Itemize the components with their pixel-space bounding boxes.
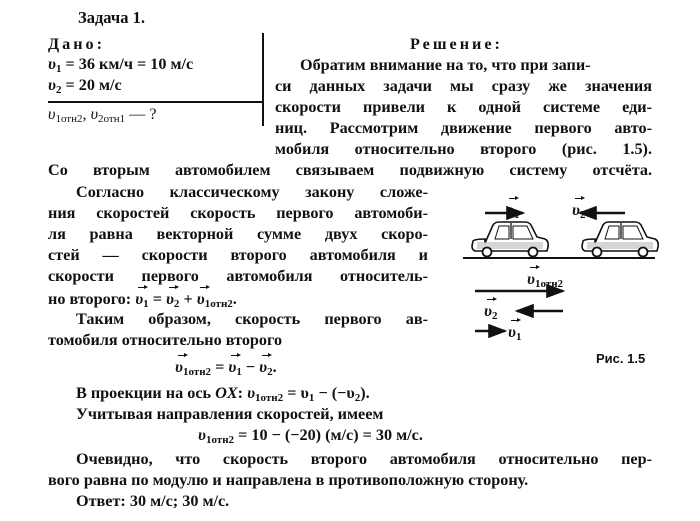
numeric-equation: $\upsilon_{1отн2} = 10 - (-20) (м/с) = 30$ м/с. (198, 426, 423, 446)
p2-line-2: ния скоростей скорость первого автомоби- (48, 204, 428, 222)
vector-v1: υ (135, 290, 144, 308)
figure-label-v1-lower: $\upsilon_1$ (508, 323, 522, 343)
considering-line: Учитывая направления скоростей, имеем (76, 405, 384, 423)
p2-line-1: Согласно классическому закону сложе- (76, 183, 428, 201)
var-v2: υ (48, 76, 56, 94)
problem-title: Задача 1. (78, 8, 145, 27)
var-v1: υ (48, 55, 56, 73)
figure-label-v2-lower: $\upsilon_2$ (484, 302, 498, 322)
p3-line-1: Таким образом, скорость первого ав- (76, 310, 428, 328)
car-1-icon (472, 222, 548, 257)
conclusion-line-1: Очевидно, что скорость второго автомобиля относительно пер- (76, 450, 652, 468)
conclusion-line-2: вого равна по модулю и направлена в противоположную сторону. (48, 471, 529, 489)
car-2-icon (582, 222, 658, 257)
given-divider (48, 101, 263, 103)
answer-label: Ответ: (76, 492, 126, 510)
solution-heading: Решение: (410, 35, 503, 53)
p1-line-4: ниц. Рассмотрим движение первого авто- (275, 119, 652, 137)
given-solution-divider (262, 33, 264, 126)
p1-line-3: скорости привели к одной системе еди- (275, 98, 652, 116)
p1-line-5: мобиля относительно второго (рис. 1.5). (275, 140, 652, 158)
given-heading: Дано: (48, 35, 106, 53)
p3-line-2: томобиля относительно второго (48, 331, 283, 349)
p2-line-4: стей — скорости второго автомобиля и (48, 246, 428, 264)
find-line: $\upsilon_{1отн2}$, $\upsilon_{2отн1}$ — ? (48, 105, 157, 125)
p1-line-6: Со вторым автомобилем связываем подвижную систему отсчёта. (48, 161, 652, 179)
figure-label-v1-top: $\upsilon_1$ (506, 201, 520, 221)
vector-v1rel2: υ (196, 290, 205, 308)
figure-caption: Рис. 1.5 (596, 351, 646, 366)
p2-line-5: скорости первого автомобиля относитель- (48, 267, 428, 285)
vector-difference-equation: $\upsilon_{1отн2} = \upsilon_1 - \upsilon_2$. (175, 358, 277, 378)
projection-line: В проекции на ось OX: $\upsilon_{1отн2} = \upsilon_1 - (-\upsilon_2)$. (76, 384, 370, 404)
figure-label-v2-top: $\upsilon_2$ (572, 201, 586, 221)
p2-line-6: но второго: $\upsilon_1 = \upsilon_2 + \upsilon_{1отн2}$. (48, 290, 237, 310)
figure-label-v1rel2: $\upsilon_{1отн2}$ (527, 270, 564, 290)
p2-line-3: ля равна векторной сумме двух скоро- (48, 225, 428, 243)
p1-line-2: си данных задачи мы сразу же значения (275, 77, 652, 95)
answer-line (76, 491, 229, 512)
given-line-v1: $\upsilon_1 = 36$ км/ч = 10 м/с (48, 55, 194, 75)
answer-value: 30 м/с; 30 м/с. (125, 492, 230, 510)
p1-line-1: Обратим внимание на то, что при запи- (300, 56, 591, 74)
vector-v2: υ (165, 290, 174, 308)
given-line-v2: $\upsilon_2 = 20$ м/с (48, 76, 122, 96)
